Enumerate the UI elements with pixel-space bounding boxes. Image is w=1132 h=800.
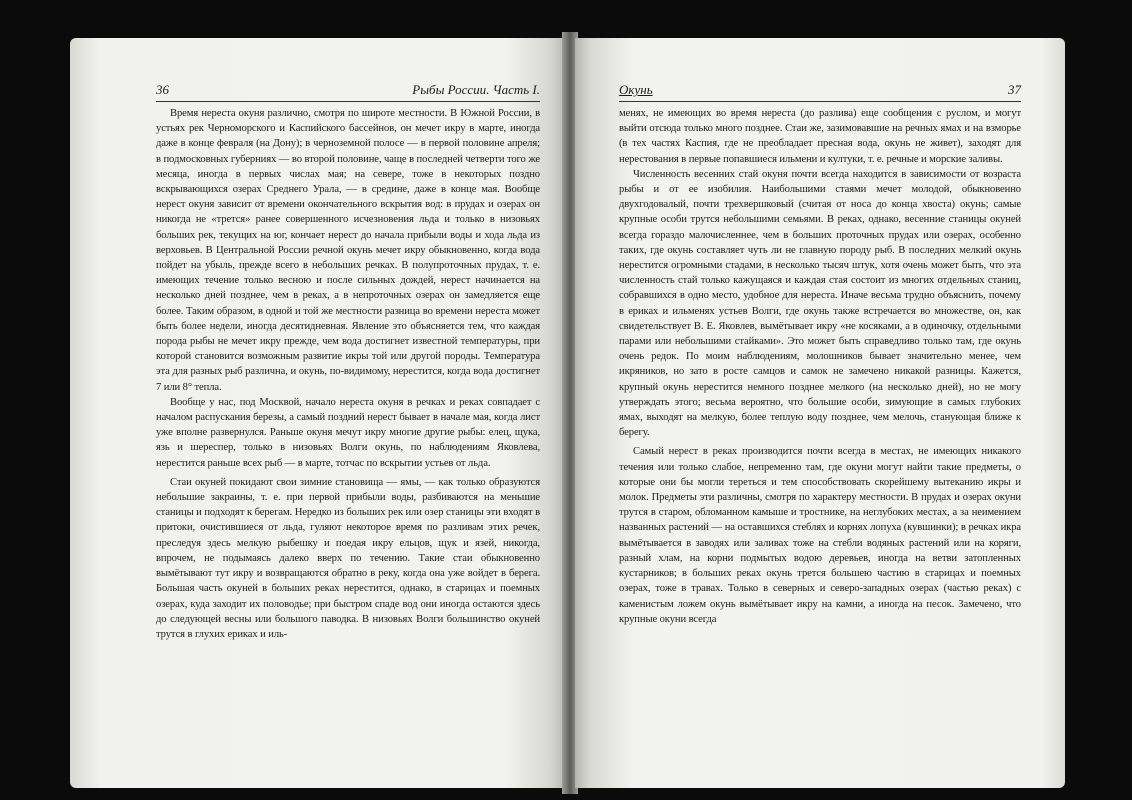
paragraph: Численность весенних стай окуня почти всегда находится в зависимости от возраста рыбы и от ее изобилия. Наибольшими стаями мечет молодой, обыкновенно двухгодовалый, почти трехвершковый (считая от носа до конца хвоста) окунь; самые крупные особи трутся небольшими семьями. В реках, однако, весенние станицы окуней всегда гораздо малочисленнее, чем в больших проточных прудах или озерах, особенно таких, где окунь составляет чуть ли не главную породу рыб. В последних мелкий окунь нерестится огромными стадами, в несколько тысяч штук, хотя очень может быть, что эта численность стай только кажущаяся и каждая стая состоит из многих отдельных станиц, собравшихся в одно место, удобное для нереста. Иначе весьма трудно объяснить, почему в ериках и ильменях устьев Волги, где окунь также встречается во множестве, он, как свидетельствует В. Е. Яковлев, вымётывает икру «не косяками, а в одиночку, отдельными парами или небольшими стайками». Это может быть справедливо только там, где окунь очень редок. По моим наблюдениям, молошников бывает значительно менее, чем икряников, но зато в росте самцов и самок не замечено никакой разницы. Кажется, крупный окунь нерестится немного позднее мелкого (на несколько дней), но не могу утверждать этого; весьма вероятно, что большие особи, зимующие в самых глубоких ямах, выходят на мелкую, более теплую воду позднее, чем мелочь, станующая ближе к берегу. <box>619 168 1021 439</box>
left-page-header <box>156 82 540 102</box>
paragraph: Стаи окуней покидают свои зимние становища — ямы, — как только образуются небольшие закраины, т. е. при первой прибыли воды, разбиваются на меньшие станицы и подходят к берегам. Нередко из больших рек или озер станицы эти входят в притоки, очистившиеся от льда, гуляют некоторое время по разливам этих речек, преследуя здесь мелкую рыбешку и поедая икру ельцов, щук и язей, никогда, впрочем, не подымаясь далеко вверх по течению. Такие стаи обыкновенно вымётывают тут икру и возвращаются обратно в реку, когда она уже войдет в берега. Большая часть окуней в больших реках нерестится, однако, в старицах и поемных озерах, куда заходит их половодье; при быстром спаде вод они иногда остаются здесь до следующей весны или большого паводка. В низовьях Волги большинство окуней трутся в глухих ериках и иль- <box>156 476 540 640</box>
page-number: 36 <box>156 82 169 97</box>
running-title: Рыбы России. Часть I. <box>412 82 540 97</box>
right-page <box>575 38 1065 788</box>
paragraph: Время нереста окуня различно, смотря по широте местности. В Южной России, в устьях рек Черноморского и Каспийского бассейнов, он мечет икру в марте, иногда даже в конце февраля (на Дону); в черноземной полосе — в первой половине апреля; в подмосковных губерниях — во второй половине, чаще в последней четверти того же месяца, иногда в первых числах мая; на севере, тоже в некоторых поздно вскрывающихся озерах Среднего Урала, — в средине, даже в конце мая. Вообще нерест окуня зависит от времени окончательного вскрытия вод: в прудах и озерах он никогда не «трется» ранее совершенного исчезновения льда и только в низовьях больших рек, текущих на юг, кончает нерест до начала прибыли воды и хода льда из верховьев. В Центральной России речной окунь мечет икру обыкновенно, когда вода пойдет на убыль, прежде всего в небольших речках. В полупроточных прудах, т. е. имеющих течение только весною и после сильных дождей, нерест начинается на несколько дней позднее, чем в реках, а в непроточных озерах он замедляется еще более. Таким образом, в одной и той же местности разница во времени нереста может быть более недели, иногда десятидневная. Явление это объясняется тем, что каждая порода рыбы не мечет икру прежде, чем вода достигнет известной температуры, при которой становится возможным развитие икры той или другой породы. Температура эта для разных рыб различна, и окунь, по-видимому, нерестится, когда вода достигнет 7 или 8° тепла. <box>156 108 540 393</box>
open-book <box>70 22 1070 792</box>
left-page-text <box>156 106 540 642</box>
right-page-text <box>619 106 1021 627</box>
running-title: Окунь <box>619 82 653 97</box>
paragraph: Самый нерест в реках производится почти всегда в местах, не имеющих никакого течения или только слабое, непременно там, где окуни могут найти такие предметы, о которые они бы могли тереться и тем способствовать скорейшему вытеканию икры и молок. Предметы эти различны, смотря по характеру местности. В прудах и озерах окуни трутся в старом, обломанном камыше и тростнике, на неглубоких местах, а за неимением названных растений — на оставшихся стеблях и корнях лопуха (кувшинки); в речках икра вымётывается в заводях или заливах тоже на стебли водяных растений или на коряги, разный хлам, на корни подмытых водою деревьев, иногда на ветви затопленных кустарников; в больших реках окунь трется большею частию в старицах и поемных озерах, тоже в травах. Только в северных и северо-западных озерах (частью реках) с каменистым ложем окунь вымётывает икру на камни, а иногда на песок. Замечено, что крупные окуни всегда <box>619 446 1021 625</box>
page-number: 37 <box>1008 82 1021 97</box>
paragraph: менях, не имеющих во время нереста (до разлива) еще сообщения с руслом, и могут выйти отсюда только много позднее. Стаи же, зазимовавшие на речных ямах и на взморье (в тех частях Каспия, где не преобладает пресная вода, окунь не живет), заходят для нерестования в первые попавшиеся ильмени и култуки, т. е. речные и морские заливы. <box>619 108 1021 165</box>
right-page-header <box>619 82 1021 102</box>
left-page <box>70 38 565 788</box>
paragraph: Вообще у нас, под Москвой, начало нереста окуня в речках и реках совпадает с началом распускания березы, а самый поздний нерест бывает в начале мая, когда лист уже вполне развернулся. Раньше окуня мечут икру многие другие рыбы: елец, щука, язь и шереспер, только в низовьях Волги окунь, по наблюдениям Яковлева, нерестится раньше всех рыб — в марте, тотчас по вскрытии устьев от льда. <box>156 396 540 469</box>
